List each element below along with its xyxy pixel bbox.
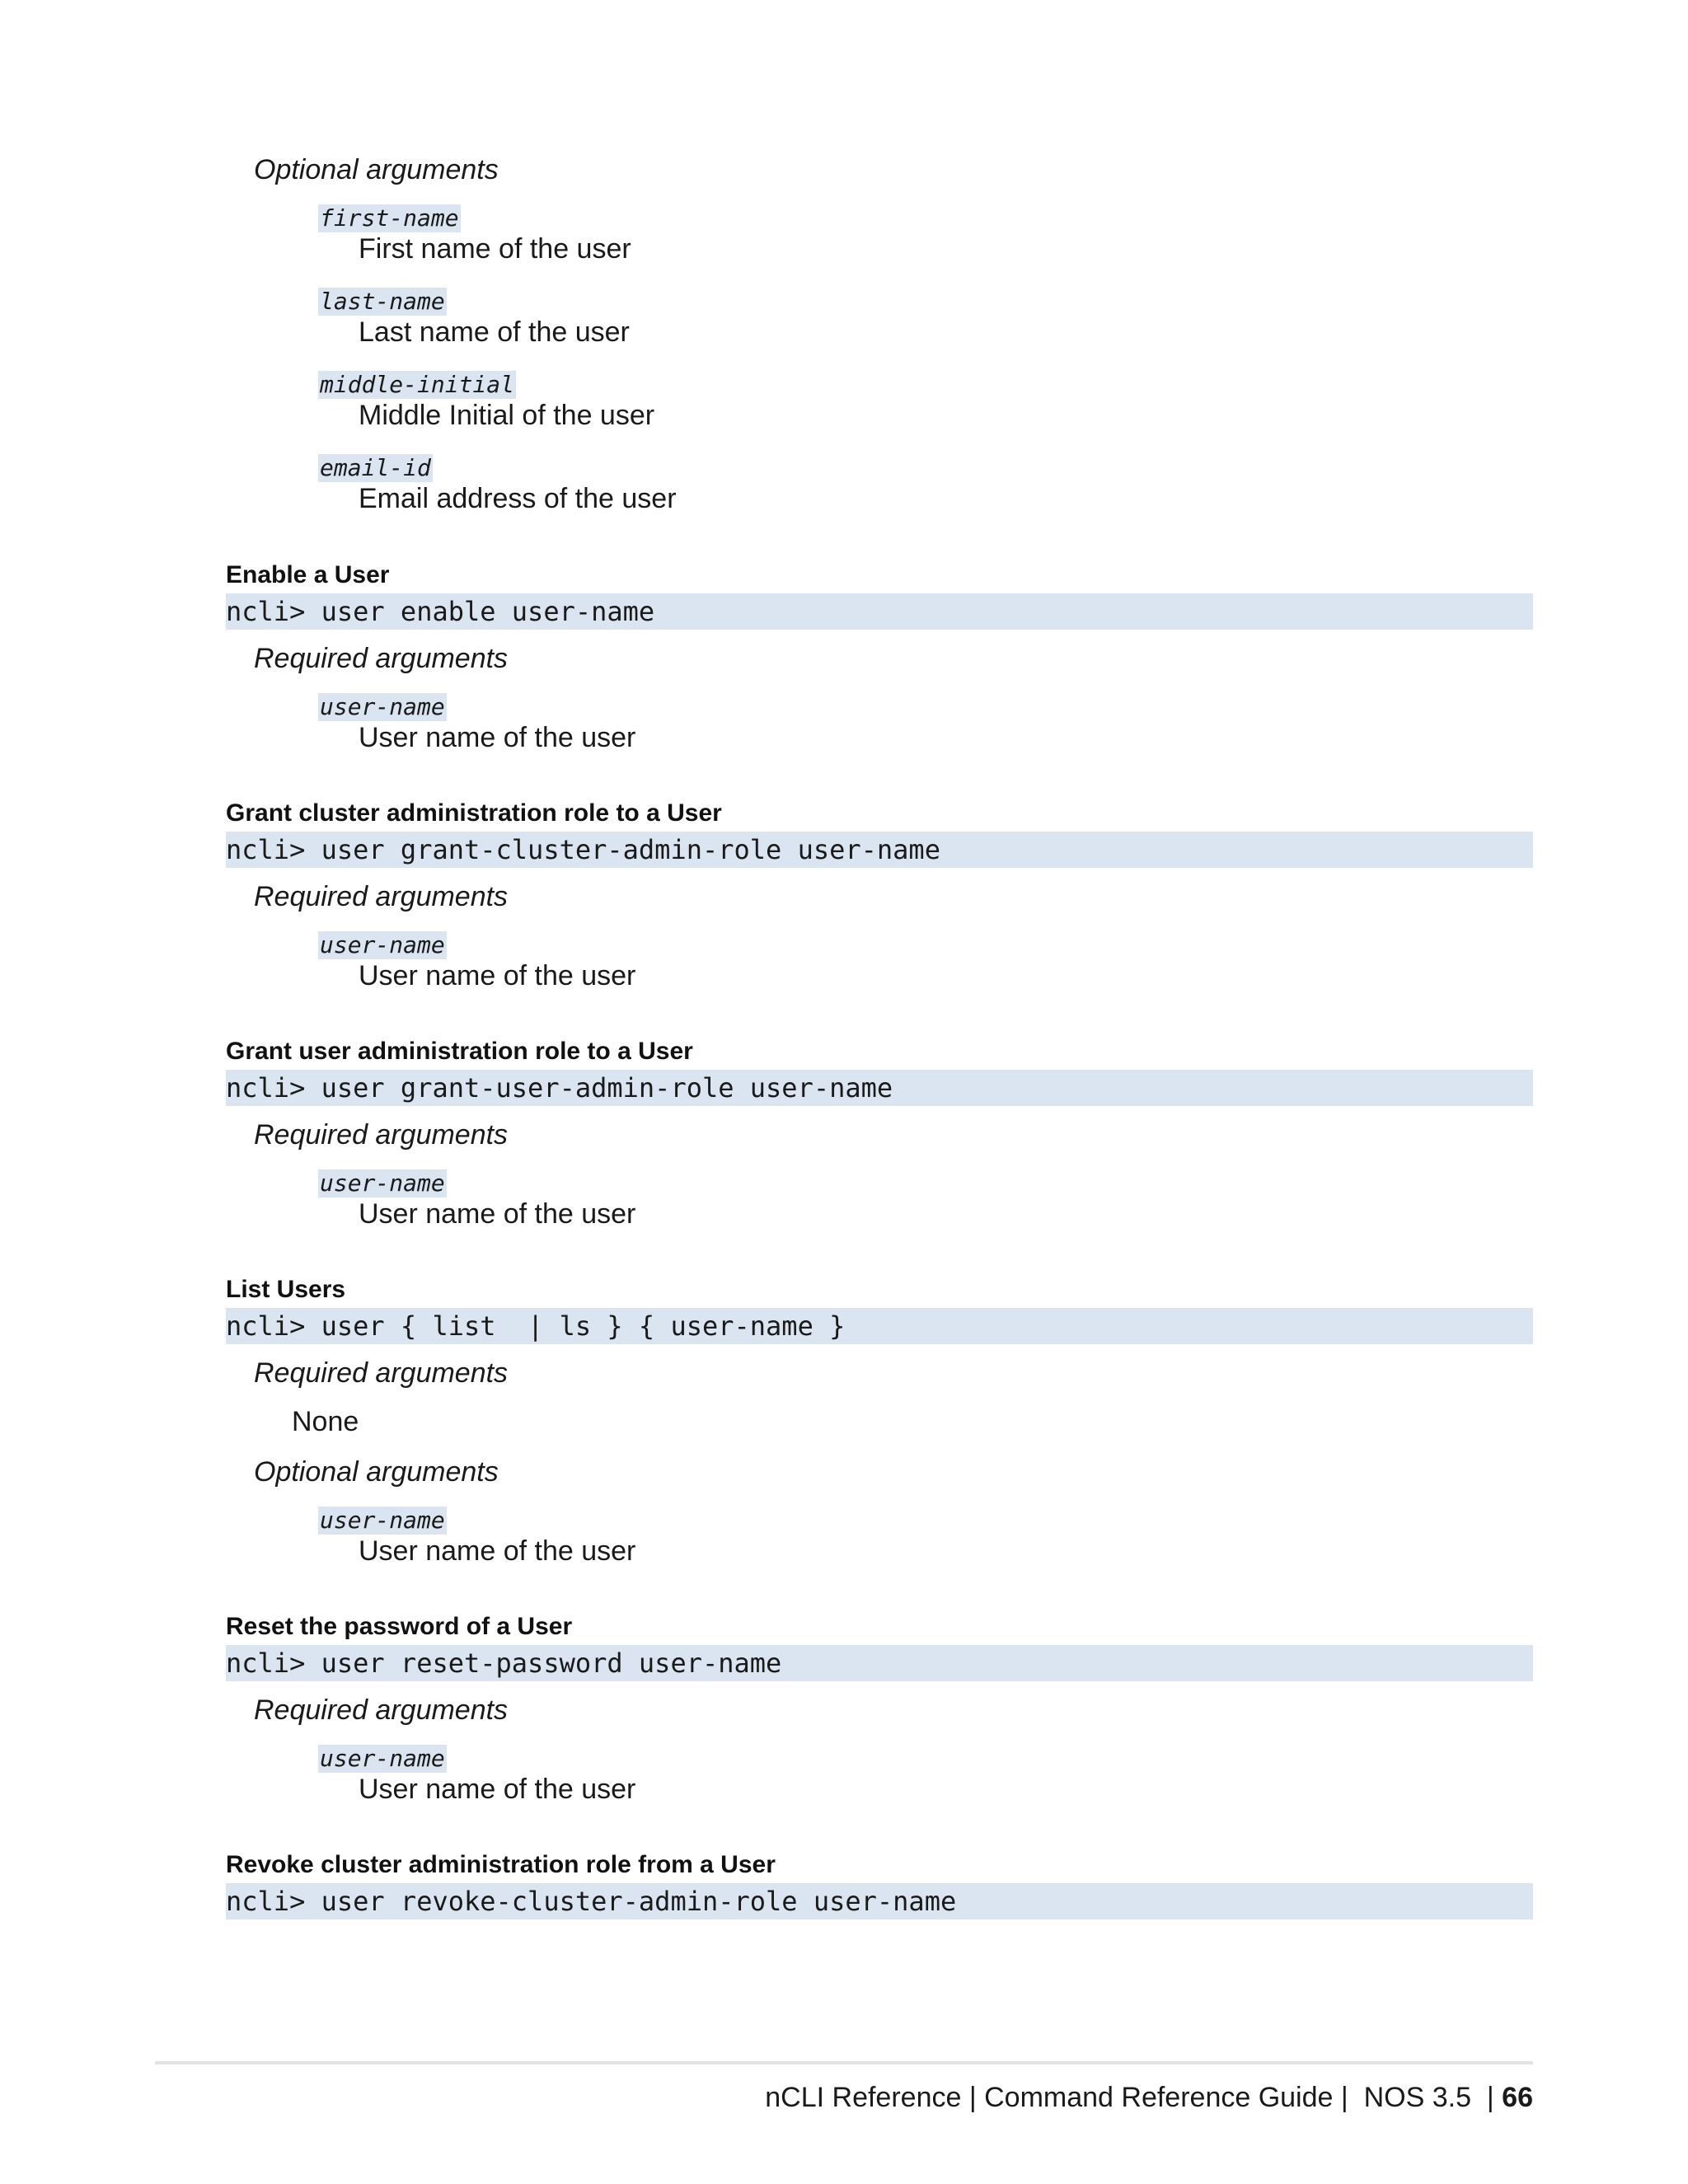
arg-item: [226, 454, 1533, 515]
arg-name: first-name: [320, 204, 459, 232]
required-arguments-label: Required arguments: [254, 1119, 509, 1151]
arg-description: First name of the user: [359, 233, 631, 265]
arg-item: [226, 1169, 1533, 1230]
section-heading: [226, 560, 1533, 590]
page-number: 66: [1502, 2082, 1533, 2113]
section-title: List Users: [226, 1276, 346, 1303]
none-text: None: [292, 1406, 359, 1437]
arg-name: user-name: [320, 693, 445, 720]
command-line: [226, 1645, 1533, 1681]
optional-arguments-label: Optional arguments: [254, 154, 499, 185]
command-text: ncli> user grant-user-admin-role user-name: [226, 1070, 1533, 1106]
optional-arguments-label: Optional arguments: [254, 1456, 499, 1488]
arg-description: Email address of the user: [359, 483, 677, 514]
section-heading: [226, 1037, 1533, 1066]
section-title: Revoke cluster administration role from a User: [226, 1851, 776, 1878]
arg-name: email-id: [320, 454, 431, 481]
arg-description: Last name of the user: [359, 316, 630, 348]
section-title: Reset the password of a User: [226, 1613, 573, 1640]
arg-name: middle-initial: [320, 371, 515, 398]
arg-description: User name of the user: [359, 1198, 636, 1230]
command-line: [226, 593, 1533, 630]
required-arguments-label: Required arguments: [254, 881, 509, 912]
arg-item: [226, 204, 1533, 265]
arg-item: [226, 931, 1533, 992]
section-title: Enable a User: [226, 561, 390, 588]
section-heading: [226, 1612, 1533, 1642]
required-arguments-block: [226, 642, 1533, 675]
arg-description: User name of the user: [359, 1535, 636, 1567]
section-heading: [226, 1275, 1533, 1305]
command-text: ncli> user { list | ls } { user-name }: [226, 1308, 1533, 1344]
command-line: [226, 1070, 1533, 1106]
command-text: ncli> user grant-cluster-admin-role user-name: [226, 832, 1533, 868]
required-arguments-block: [226, 1694, 1533, 1727]
optional-arguments-block: [226, 1455, 1533, 1488]
command-text: ncli> user reset-password user-name: [226, 1645, 1533, 1681]
command-text: ncli> user enable user-name: [226, 593, 1533, 630]
command-text: ncli> user revoke-cluster-admin-role user-name: [226, 1883, 1533, 1919]
section-title: Grant user administration role to a User: [226, 1038, 693, 1065]
required-arguments-label: Required arguments: [254, 643, 509, 674]
required-arguments-block: [226, 880, 1533, 913]
section-title: Grant cluster administration role to a User: [226, 799, 722, 827]
arg-name: user-name: [320, 931, 445, 958]
arg-name: last-name: [320, 288, 445, 315]
arg-item: [226, 693, 1533, 754]
arg-description: User name of the user: [359, 960, 636, 991]
section-heading: [226, 799, 1533, 828]
arg-description: User name of the user: [359, 1774, 636, 1805]
arg-item: [226, 371, 1533, 432]
arg-name: user-name: [320, 1745, 445, 1772]
arg-item: [226, 288, 1533, 349]
required-arguments-block: [226, 1357, 1533, 1390]
arg-description: User name of the user: [359, 722, 636, 753]
arg-item: [226, 1745, 1533, 1806]
page-footer: [765, 2081, 1533, 2114]
required-arguments-block: [226, 1118, 1533, 1151]
arg-item: [226, 1507, 1533, 1568]
arg-name: user-name: [320, 1507, 445, 1534]
command-line: [226, 832, 1533, 868]
optional-arguments-block: [226, 153, 1533, 186]
none-text-block: [226, 1405, 1533, 1438]
required-arguments-label: Required arguments: [254, 1357, 509, 1389]
required-arguments-label: Required arguments: [254, 1694, 509, 1726]
footer-divider: [155, 2061, 1533, 2064]
arg-description: Middle Initial of the user: [359, 400, 655, 431]
footer-text: nCLI Reference | Command Reference Guide | NOS 3.5 |: [765, 2082, 1503, 2113]
arg-name: user-name: [320, 1169, 445, 1197]
command-line: [226, 1308, 1533, 1344]
command-line: [226, 1883, 1533, 1919]
section-heading: [226, 1850, 1533, 1880]
